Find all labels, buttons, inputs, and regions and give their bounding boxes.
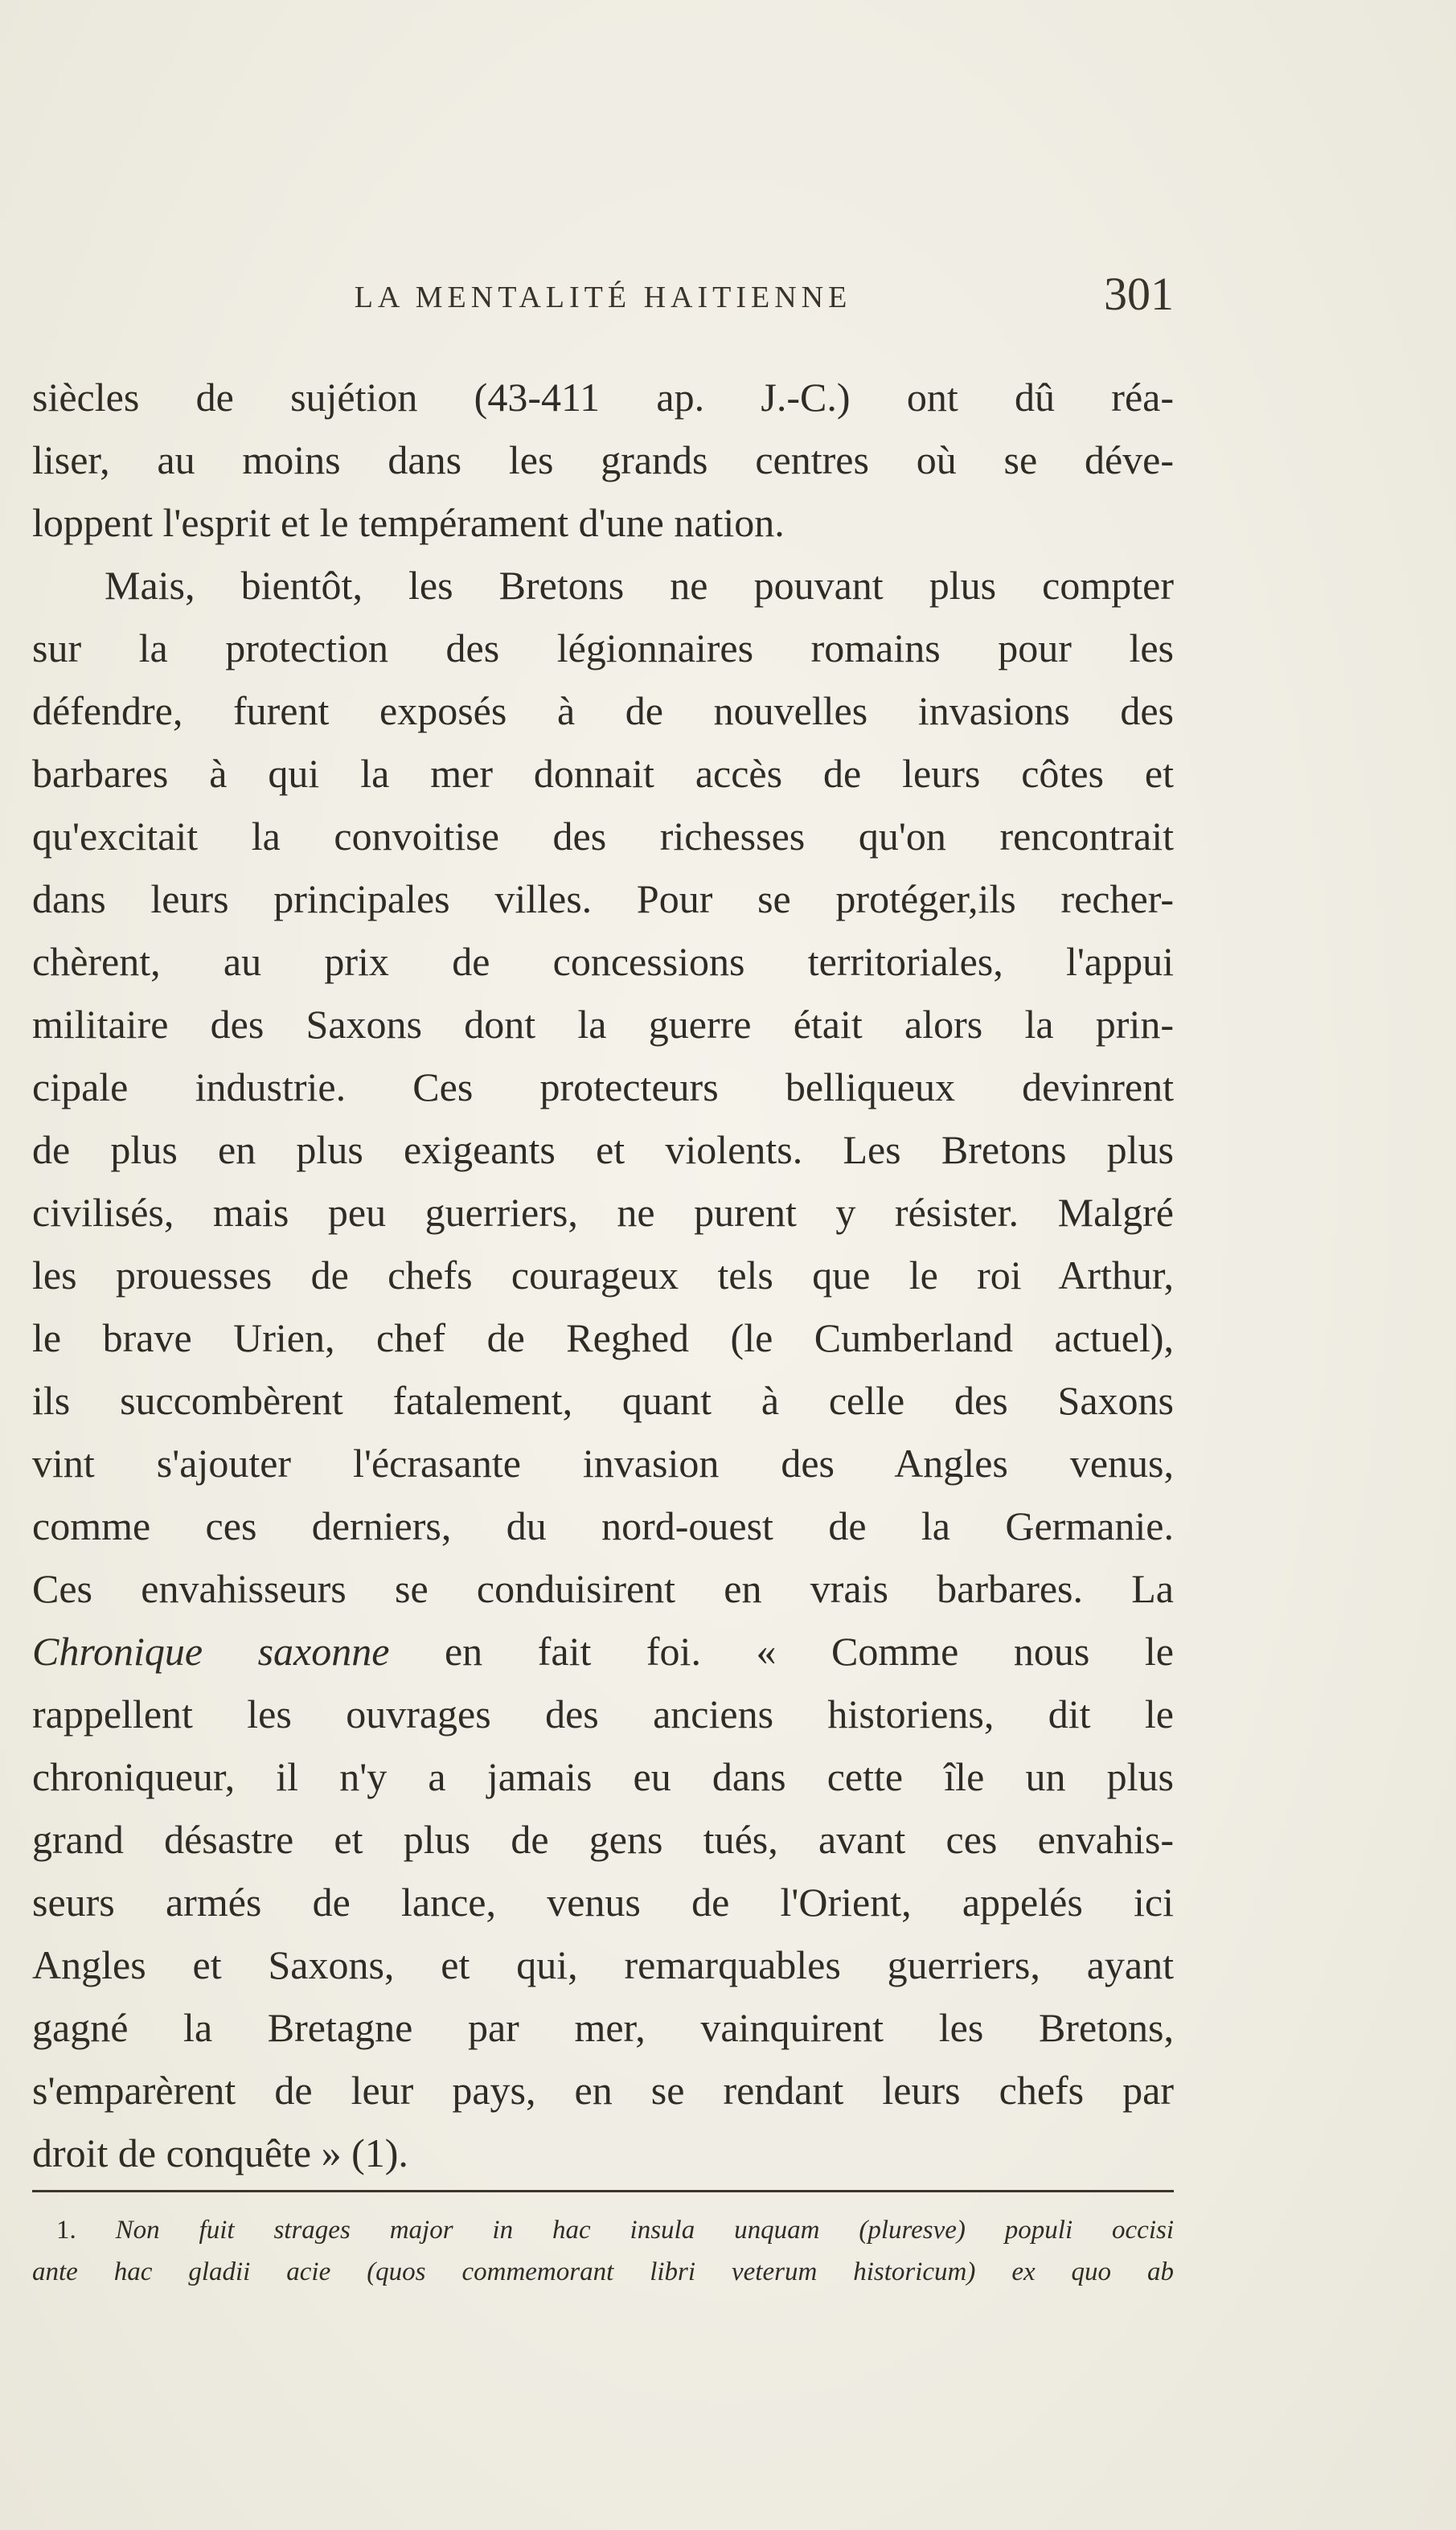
text-line: rappellent les ouvrages des anciens historiens, dit le: [32, 1691, 1174, 1737]
text-line-with-italic: [32, 1620, 1174, 1683]
text-line: qu'excitait la convoitise des richesses qu'on rencontrait: [32, 814, 1174, 859]
text-line: chèrent, au prix de concessions territoriales, l'appui: [32, 939, 1174, 984]
footnote-line: ante hac gladii acie (quos commemorant libri veterum historicum) ex quo ab: [32, 2257, 1174, 2286]
footnote-line: [32, 2209, 1174, 2251]
text-line: les prouesses de chefs courageux tels que le roi Arthur,: [32, 1253, 1174, 1298]
text-line: vint s'ajouter l'écrasante invasion des Angles venus,: [32, 1441, 1174, 1486]
body-text: [32, 366, 1174, 2184]
text-line: le brave Urien, chef de Reghed (le Cumberland actuel),: [32, 1315, 1174, 1360]
text-line: civilisés, mais peu guerriers, ne purent y résister. Malgré: [32, 1190, 1174, 1235]
footnote: [32, 2209, 1174, 2293]
text-line: grand désastre et plus de gens tués, avant ces envahis-: [32, 1817, 1174, 1862]
text-line: liser, au moins dans les grands centres où se déve-: [32, 437, 1174, 482]
page-number: 301: [1104, 268, 1174, 320]
text-line: droit de conquête » (1).: [32, 2130, 408, 2175]
running-head: LA MENTALITÉ HAITIENNE: [354, 281, 852, 314]
text-line: de plus en plus exigeants et violents. Les Bretons plus: [32, 1127, 1174, 1172]
text-line: dans leurs principales villes. Pour se protéger,ils recher-: [32, 876, 1174, 921]
footnote-text: Non fuit strages major in hac insula unquam (pluresve) populi occisi: [76, 2216, 1174, 2245]
text-line: Mais, bientôt, les Bretons ne pouvant plus compter: [105, 563, 1174, 608]
text-line: comme ces derniers, du nord-ouest de la Germanie.: [32, 1503, 1174, 1548]
text-line: Angles et Saxons, et qui, remarquables guerriers, ayant: [32, 1942, 1174, 1987]
text-line: s'emparèrent de leur pays, en se rendant leurs chefs par: [32, 2068, 1174, 2113]
text-line: ils succombèrent fatalement, quant à celle des Saxons: [32, 1378, 1174, 1423]
text-line: Ces envahisseurs se conduisirent en vrais barbares. La: [32, 1566, 1174, 1611]
text-line: militaire des Saxons dont la guerre était alors la prin-: [32, 1002, 1174, 1047]
text-line-rest: en fait foi. « Comme nous le: [389, 1629, 1174, 1674]
italic-title: Chronique saxonne: [32, 1629, 390, 1674]
text-line: barbares à qui la mer donnait accès de leurs côtes et: [32, 751, 1174, 796]
text-line: chroniqueur, il n'y a jamais eu dans cette île un plus: [32, 1754, 1174, 1799]
text-line: loppent l'esprit et le tempérament d'une nation.: [32, 500, 785, 545]
text-line: défendre, furent exposés à de nouvelles invasions des: [32, 688, 1174, 733]
text-line: seurs armés de lance, venus de l'Orient, appelés ici: [32, 1880, 1174, 1925]
text-line: gagné la Bretagne par mer, vainquirent les Bretons,: [32, 2005, 1174, 2050]
text-line: sur la protection des légionnaires romains pour les: [32, 625, 1174, 670]
text-line: cipale industrie. Ces protecteurs belliqueux devinrent: [32, 1064, 1174, 1109]
footnote-marker: 1.: [56, 2216, 76, 2245]
page-header: [32, 265, 1174, 322]
footnote-divider: [32, 2190, 1174, 2192]
text-line: siècles de sujétion (43-411 ap. J.-C.) ont dû réa-: [32, 375, 1174, 420]
